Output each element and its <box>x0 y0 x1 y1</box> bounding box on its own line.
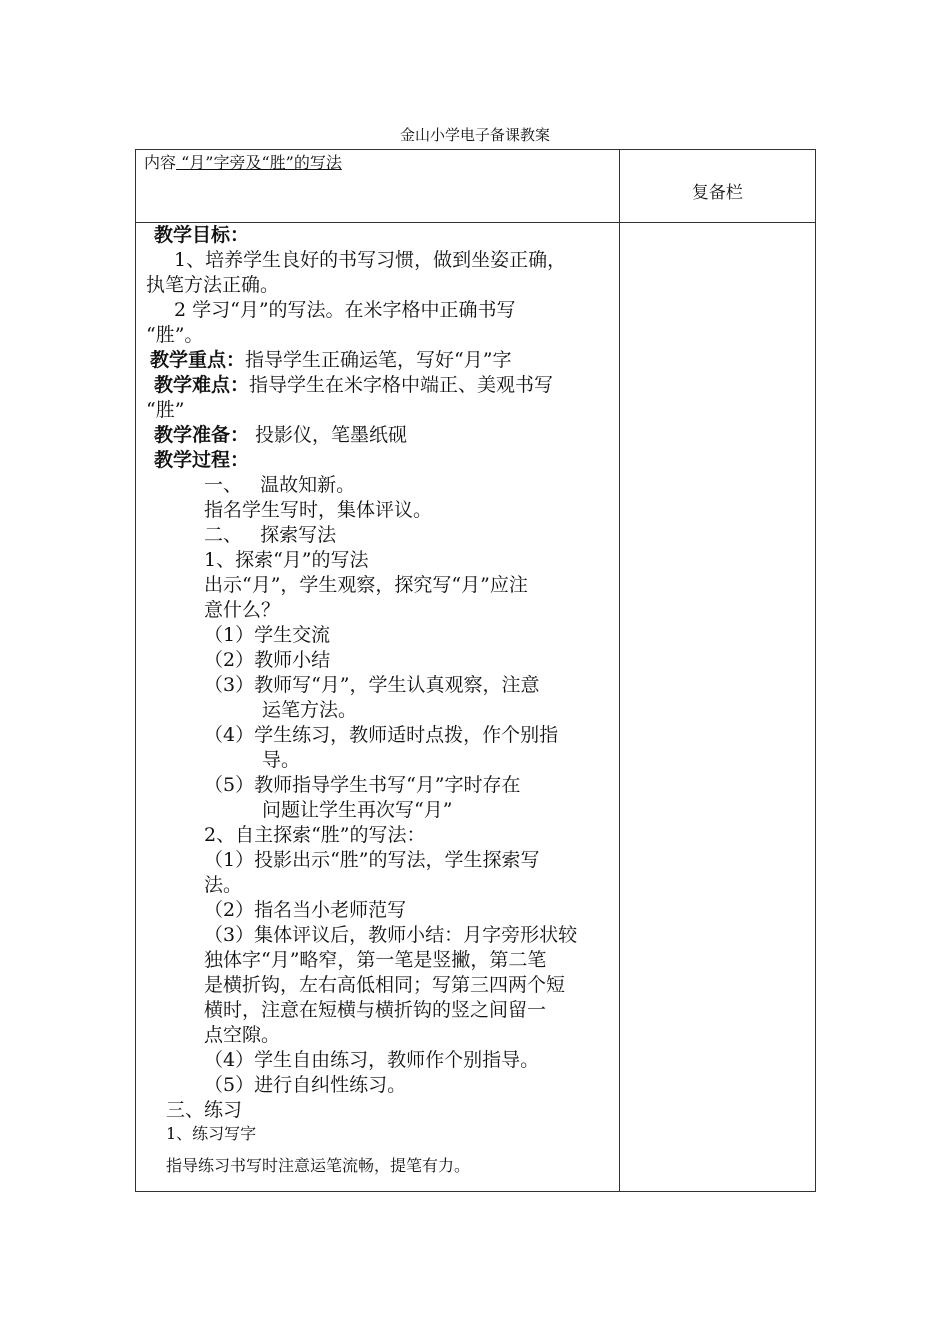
goals-heading: 教学目标： <box>154 224 250 246</box>
content-label: 内容 <box>144 153 177 172</box>
b-item-3-cont-3: 横时，注意在短横与横折钩的竖之间留一 <box>204 999 547 1021</box>
sub-item-4: （4）学生练习，教师适时点拨，作个别指 <box>204 724 559 746</box>
side-column-body <box>619 223 815 1192</box>
sub-item-2: （2）教师小结 <box>204 649 331 671</box>
difficulty-cont: “胜” <box>146 399 185 421</box>
sub-item-5-cont: 问题让学生再次写“月” <box>262 799 453 821</box>
step-2-1-desc: 出示“月”，学生观察，探究写“月”应注 <box>204 574 528 596</box>
goal-2: 2 学习“月”的写法。在米字格中正确书写 <box>174 299 516 321</box>
b-item-3-cont-2: 是横折钩，左右高低相同；写第三四两个短 <box>204 974 566 996</box>
sub-item-4-cont: 导。 <box>262 749 301 771</box>
preparation <box>146 423 613 448</box>
sub-item-5: （5）教师指导学生书写“月”字时存在 <box>204 774 521 796</box>
prep-text: 投影仪，笔墨纸砚 <box>249 424 408 446</box>
sub-item-1: （1）学生交流 <box>204 624 331 646</box>
lesson-body-cell <box>136 223 620 1192</box>
step-3-1: 1、练习写字 <box>166 1124 257 1143</box>
lesson-plan-table <box>135 149 816 1192</box>
sub-item-3: （3）教师写“月”，学生认真观察，注意 <box>204 674 540 696</box>
step-2-2: 2、自主探索“胜”的写法： <box>204 824 426 846</box>
b-item-3: （3）集体评议后，教师小结：月字旁形状较 <box>204 924 578 946</box>
side-column-header <box>619 150 815 223</box>
step-2: 二、 探索写法 <box>204 524 337 546</box>
b-item-2: （2）指名当小老师范写 <box>204 899 407 921</box>
content-title: “月”字旁及“胜”的写法 <box>176 153 342 172</box>
step-1-detail: 指名学生写时，集体评议。 <box>204 499 433 521</box>
key-text: 指导学生正确运笔，写好“月”字 <box>245 349 512 371</box>
content-title-line <box>136 150 619 173</box>
prep-label: 教学准备： <box>154 424 250 446</box>
goal-2-cont: “胜”。 <box>146 324 204 346</box>
difficulty-label: 教学难点： <box>154 374 250 396</box>
b-item-4: （4）学生自由练习，教师作个别指导。 <box>204 1049 540 1071</box>
sub-item-3-cont: 运笔方法。 <box>262 699 358 721</box>
key-label: 教学重点： <box>150 349 246 371</box>
b-item-5: （5）进行自纠性练习。 <box>204 1074 407 1096</box>
spacer <box>146 1145 613 1155</box>
b-item-1: （1）投影出示“胜”的写法，学生探索写 <box>204 849 540 871</box>
step-3-note: 指导练习书写时注意运笔流畅，提笔有力。 <box>166 1156 471 1175</box>
difficulty <box>146 373 613 398</box>
b-item-1-cont: 法。 <box>204 874 243 896</box>
process-heading: 教学过程： <box>154 449 250 471</box>
goal-1: 1、培养学生良好的书写习惯，做到坐姿正确， <box>174 249 567 271</box>
b-item-3-cont-1: 独体字“月”略窄，第一笔是竖撇，第二笔 <box>204 949 547 971</box>
goal-1-cont: 执笔方法正确。 <box>146 274 280 296</box>
page-header: 金山小学电子备课教案 <box>399 126 550 144</box>
step-3: 三、练习 <box>166 1099 243 1121</box>
key-point <box>146 348 613 373</box>
difficulty-text: 指导学生在米字格中端正、美观书写 <box>249 374 554 396</box>
step-1: 一、 温故知新。 <box>204 474 356 496</box>
step-2-1: 1、探索“月”的写法 <box>204 549 369 571</box>
b-item-3-cont-4: 点空隙。 <box>204 1024 281 1046</box>
side-column-label: 复备栏 <box>691 183 743 203</box>
step-2-1-desc-cont: 意什么？ <box>204 599 281 621</box>
content-title-cell <box>136 150 620 223</box>
